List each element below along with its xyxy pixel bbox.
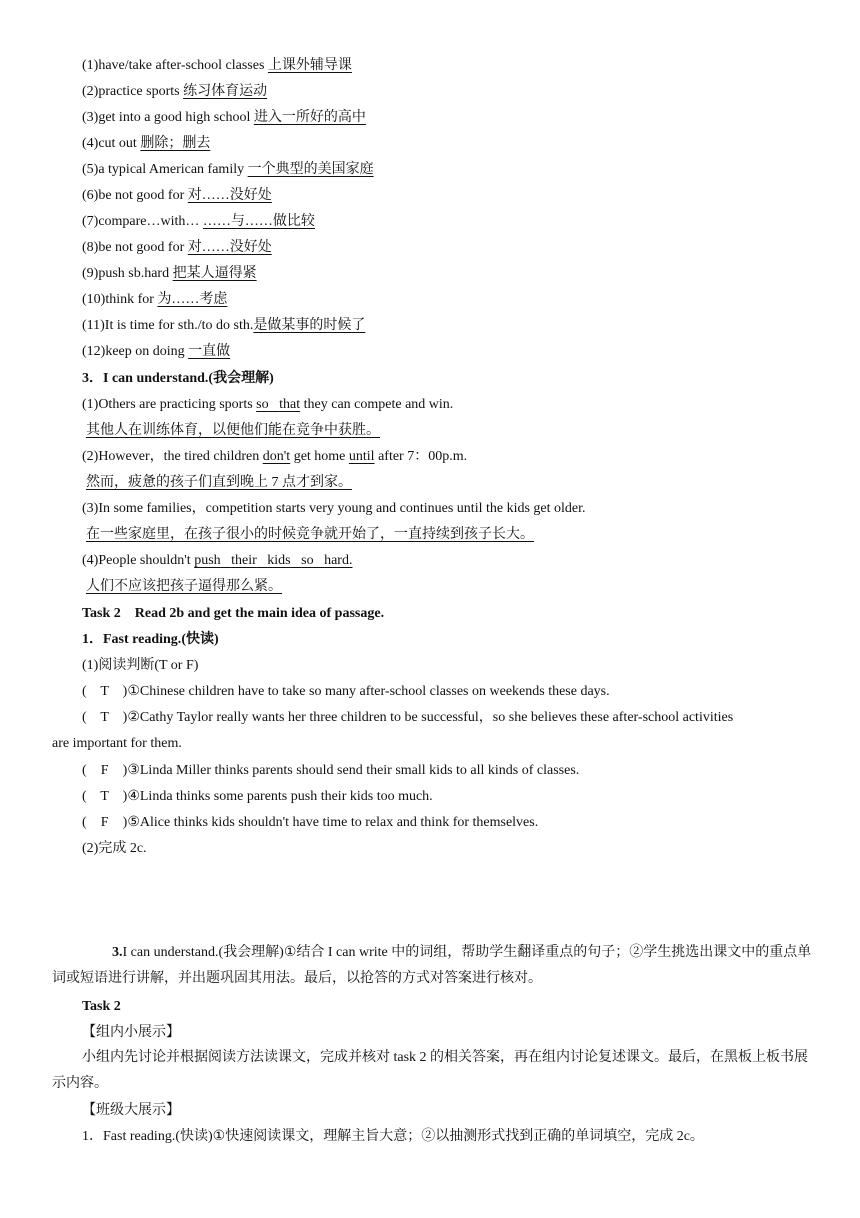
phrase-zh-answer: 一直做 (188, 344, 231, 359)
blank-answer: kids (267, 553, 291, 568)
phrase-item (82, 135, 210, 153)
tf-heading: (1)阅读判断(T or F) (82, 658, 199, 673)
note-group-heading: 【组内小展示】 (82, 1025, 180, 1040)
tf-item: ( T )①Chinese children have to take so many after-school classes on weekends these days. (82, 684, 610, 699)
phrase-en: (6)be not good for (82, 188, 188, 203)
phrase-zh-answer: 练习体育运动 (183, 84, 268, 99)
sentence-item: (3)In some families，competition starts very young and continues until the kids get older. (82, 501, 586, 516)
blank-answer: that (279, 397, 301, 412)
phrase-zh-answer: 是做某事的时候了 (253, 318, 366, 333)
note-class-heading: 【班级大展示】 (82, 1103, 180, 1118)
sentence-translation: 然而，疲惫的孩子们直到晚上 7 点才到家。 (86, 475, 352, 490)
phrase-zh-answer: 进入一所好的高中 (253, 110, 366, 125)
phrase-en: (3)get into a good high school (82, 110, 254, 125)
sentence-item: (2)However，the tired children don't get home until after 7：00p.m. (82, 449, 468, 464)
blank-answer: don't (262, 449, 291, 464)
phrase-item (82, 291, 227, 309)
phrase-item (82, 161, 374, 179)
tf-item: ( F )⑤Alice thinks kids shouldn't have time to relax and think for themselves. (82, 815, 539, 830)
tf-answer: T (100, 684, 109, 699)
sentence-translation: 人们不应该把孩子逼得那么紧。 (86, 579, 282, 594)
phrase-zh-answer: 对……没好处 (187, 188, 272, 203)
sentence-item: (4)People shouldn't push their kids so hard. (82, 553, 353, 568)
sentence-translation: 在一些家庭里，在孩子很小的时候竞争就开始了，一直持续到孩子长大。 (86, 527, 534, 542)
phrase-en: (5)a typical American family (82, 162, 248, 177)
tf-item: ( F )③Linda Miller thinks parents should send their small kids to all kinds of classes. (82, 763, 580, 778)
tf-answer: T (100, 710, 109, 725)
phrase-en: (10)think for (82, 292, 158, 307)
note-paragraph: 小组内先讨论并根据阅读方法读课文，完成并核对 task 2 的相关答案，再在组内讨论复述课文。最后，在黑板上板书展示内容。 (52, 1050, 809, 1091)
phrase-en: (7)compare…with… (82, 214, 203, 229)
note-paragraph: 3.I can understand.(我会理解)①结合 I can write 中的词组，帮助学生翻译重点的句子；②学生挑选出课文中的重点单词或短语进行讲解，并出题巩固其用法。最后，以抢答的方式对答案进行核对。 (52, 945, 812, 986)
phrase-item (82, 343, 230, 361)
phrase-en: (1)have/take after-school classes (82, 58, 268, 73)
phrase-item (82, 187, 272, 205)
phrase-item (82, 239, 272, 257)
blank-answer: their (231, 553, 257, 568)
blank-answer: hard. (324, 553, 353, 568)
tf-answer: T (100, 789, 109, 804)
tf-item: ( T )④Linda thinks some parents push their kids too much. (82, 789, 433, 804)
sentence-item: (1)Others are practicing sports so that they can compete and win. (82, 397, 454, 412)
phrase-zh-answer: 一个典型的美国家庭 (247, 162, 374, 177)
phrase-zh-answer: 对……没好处 (187, 240, 272, 255)
phrase-zh-answer: ……与……做比较 (202, 214, 315, 229)
phrase-zh-answer: 上课外辅导课 (267, 58, 352, 73)
phrase-item (82, 109, 366, 127)
phrase-en: (12)keep on doing (82, 344, 189, 359)
complete-2c: (2)完成 2c. (82, 841, 147, 856)
task-heading: Task 2 Read 2b and get the main idea of passage. (82, 606, 385, 621)
blank-answer: push (194, 553, 221, 568)
phrase-zh-answer: 为……考虑 (157, 292, 228, 307)
blank-answer: until (348, 449, 375, 464)
tf-item-continuation: are important for them. (52, 736, 182, 751)
phrase-en: (8)be not good for (82, 240, 188, 255)
note-task-heading: Task 2 (82, 999, 121, 1014)
tf-answer: F (100, 763, 109, 778)
phrase-en: (11)It is time for sth./to do sth. (82, 318, 254, 333)
blank-answer: so (256, 397, 269, 412)
fast-reading-heading: 1．Fast reading.(快读) (82, 632, 219, 647)
section-heading: 3．I can understand.(我会理解) (82, 371, 274, 386)
phrase-zh-answer: 把某人逼得紧 (172, 266, 257, 281)
phrase-item (82, 213, 315, 231)
tf-answer: F (100, 815, 109, 830)
phrase-item (82, 265, 257, 283)
blank-answer: so (301, 553, 314, 568)
sentence-translation: 其他人在训练体育，以便他们能在竞争中获胜。 (86, 423, 380, 438)
phrase-item (82, 83, 267, 101)
note-class-item: 1．Fast reading.(快读)①快速阅读课文，理解主旨大意；②以抽测形式找到正确的单词填空，完成 2c。 (82, 1129, 704, 1144)
phrase-zh-answer: 删除；删去 (140, 136, 211, 151)
phrase-item (82, 57, 352, 75)
phrase-en: (2)practice sports (82, 84, 184, 99)
phrase-en: (4)cut out (82, 136, 141, 151)
phrase-en: (9)push sb.hard (82, 266, 173, 281)
tf-item: ( T )②Cathy Taylor really wants her three children to be successful，so she believes these after-school activities (82, 710, 734, 725)
phrase-item (82, 317, 365, 335)
